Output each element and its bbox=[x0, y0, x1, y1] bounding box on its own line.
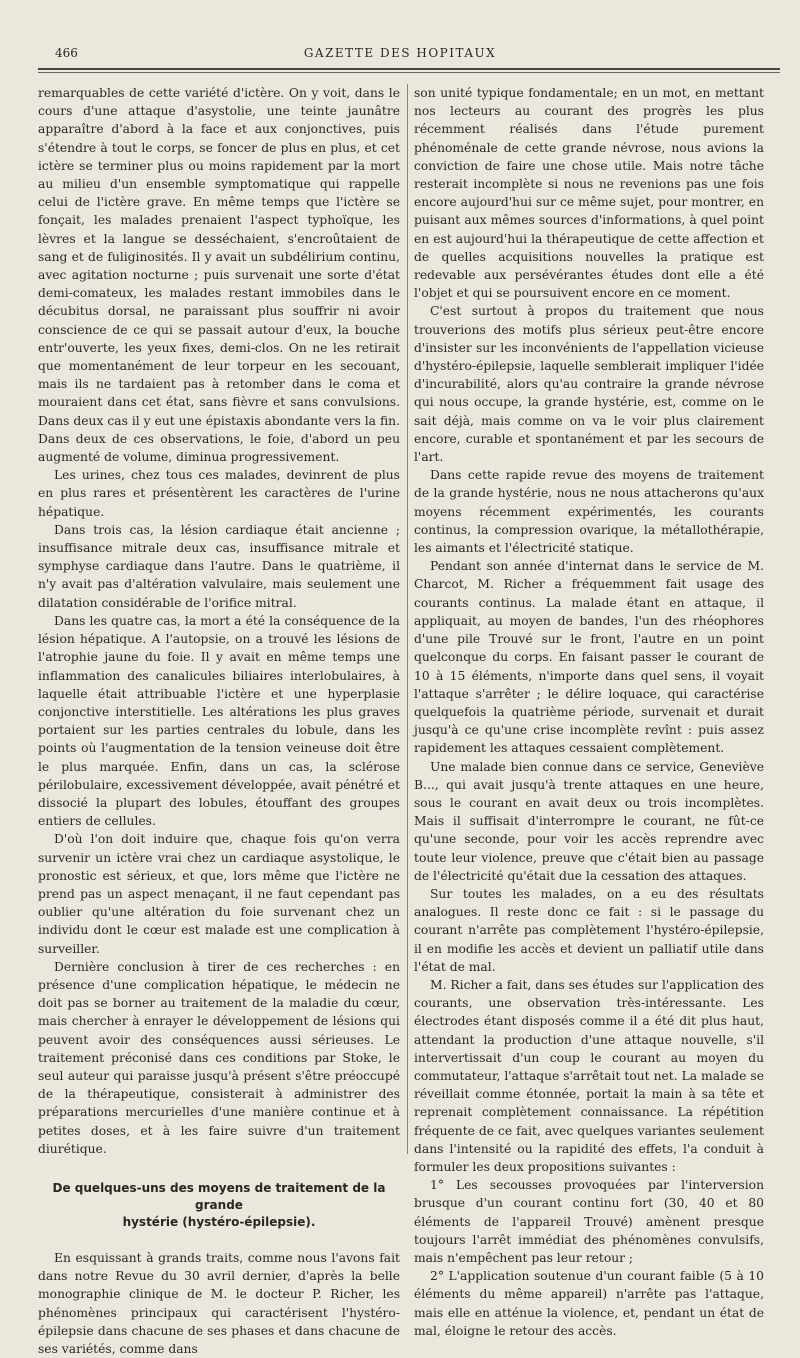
header-rule bbox=[38, 68, 780, 70]
journal-title: GAZETTE DES HOPITAUX bbox=[303, 46, 497, 60]
header-rule-thin bbox=[38, 72, 780, 73]
paragraph: Une malade bien connue dans ce service, Geneviève B..., qui avait jusqu'à trente attaques en une heure, sous le courant en avait deux ou trois incomplètes. Mais il suffisait d'interrompre le courant, ne fût-ce qu'une seconde, pour voir les accès reprendre avec toute leur violence, preuve que c'était bien au passage de l'électricité qu'était due la cessation des attaques. bbox=[414, 759, 764, 883]
paragraph: Les urines, chez tous ces malades, devinrent de plus en plus rares et présentèrent les caractères de l'urine hépatique. bbox=[38, 468, 400, 519]
paragraph: Sur toutes les malades, on a eu des résultats analogues. Il reste donc ce fait : si le passage du courant n'arrête pas complètement l'hystéro-épilepsie, il en modifie les accès et devient un palliatif utile dans l'état de mal. bbox=[414, 886, 764, 974]
paragraph: C'est surtout à propos du traitement que nous trouverions des motifs plus sérieux peut-être encore d'insister sur les inconvénients de l'appellation vicieuse d'hystéro-épilepsie, laquelle semblerait impliquer l'idée d'incurabilité, alors qu'au contraire la grande névrose qui nous occupe, la grande hystérie, est, comme on le sait déjà, mais comme on va le voir plus clairement encore, curable et spontanément et par les secours de l'art. bbox=[414, 304, 764, 465]
section-heading-line1: De quelques-uns des moyens de traitement de la grande bbox=[52, 1180, 386, 1212]
right-column bbox=[414, 84, 764, 1338]
paragraph: 2° L'application soutenue d'un courant faible (5 à 10 éléments du même appareil) n'arrête pas l'attaque, mais elle en atténue la violence, et, pendant un état de mal, éloigne le retour des accès. bbox=[414, 1269, 764, 1338]
paragraph: Dans trois cas, la lésion cardiaque était ancienne ; insuffisance mitrale deux cas, insuffisance mitrale et symphyse cardiaque dans l'autre. Dans le quatrième, il n'y avait pas d'altération valvulaire, mais seulement une dilatation considérable de l'orifice mitral. bbox=[38, 522, 400, 610]
paragraph: M. Richer a fait, dans ses études sur l'application des courants, une observation très-intéressante. Les électrodes étant disposés comme il a été dit plus haut, attendant la production d'une attaque nouvelle, s'il intervertissait d'un coup le courant au moyen du commutateur, l'attaque s'arrêtait tout net. La malade se réveillait comme étonnée, portait la main à sa tête et reprenait complètement connaissance. La répétition fréquente de ce fait, avec quelques variantes seulement dans l'intensité ou la rapidité des effets, l'a conduit à formuler les deux propositions suivantes : bbox=[414, 977, 764, 1174]
section-heading-line2: hystérie (hystéro-épilepsie). bbox=[122, 1214, 316, 1229]
paragraph: D'où l'on doit induire que, chaque fois qu'on verra survenir un ictère vrai chez un cardiaque asystolique, le pronostic est sérieux, et que, lors même que l'ictère ne prend pas un aspect menaçant, il ne faut cependant pas oublier qu'une altération du foie survenant chez un individu dont le cœur est malade est une complication à surveiller. bbox=[38, 832, 400, 956]
paragraph: Dernière conclusion à tirer de ces recherches : en présence d'une complication hépatique, le médecin ne doit pas se borner au traitement de la maladie du cœur, mais chercher à enrayer le développement de lésions qui peuvent avoir des conséquences aussi sérieuses. Le traitement préconisé dans ces conditions par Stoke, le seul auteur qui paraisse jusqu'à présent s'être préoccupé de la thérapeutique, consisterait à administrer des préparations mercurielles d'une manière continue et à petites doses, et à les faire suivre d'un traitement diurétique. bbox=[38, 959, 400, 1156]
column-divider bbox=[407, 84, 408, 1154]
page-header bbox=[20, 40, 780, 68]
section-heading bbox=[38, 1180, 400, 1231]
paragraph: son unité typique fondamentale; en un mot, en mettant nos lecteurs au courant des progrès les plus récemment réalisés dans l'étude purement phénoménale de cette grande névrose, nous avions la conviction de faire une chose utile. Mais notre tâche resterait incomplète si nous ne revenions pas une fois encore aujourd'hui sur ce même sujet, pour montrer, en puisant aux mêmes sources d'informations, à quel point en est aujourd'hui la thérapeutique de cette affection et de quelles acquisitions nouvelles la pratique est redevable aux persévérantes études dont elle a été l'objet et qui se poursuivent encore en ce moment. bbox=[414, 86, 764, 301]
paragraph: En esquissant à grands traits, comme nous l'avons fait dans notre Revue du 30 avril dernier, d'après la belle monographie clinique de M. le docteur P. Richer, les phénomènes principaux qui caractérisent l'hystéro-épilepsie dans chacune de ses phases et dans chacune de ses variétés, comme dans bbox=[38, 1250, 400, 1356]
paragraph: Dans cette rapide revue des moyens de traitement de la grande hystérie, nous ne nous attacherons qu'aux moyens récemment expérimentés, les courants continus, la compression ovarique, la métallothérapie, les aimants et l'électricité statique. bbox=[414, 468, 764, 556]
left-column bbox=[38, 84, 400, 1356]
paragraph: Pendant son année d'internat dans le service de M. Charcot, M. Richer a fréquemment fait usage des courants continus. La malade étant en attaque, il appliquait, au moyen de bandes, l'un des rhéophores d'une pile Trouvé sur le front, l'autre en un point quelconque du corps. En faisant passer le courant de 10 à 15 éléments, n'importe dans quel sens, il voyait l'attaque s'arrêter ; le délire loquace, qui caractérise quelquefois la quatrième période, survenait et durait jusqu'à ce qu'une crise incomplète revînt : puis assez rapidement les attaques cessaient complètement. bbox=[414, 559, 764, 756]
paragraph: remarquables de cette variété d'ictère. On y voit, dans le cours d'une attaque d'asystolie, une teinte jaunâtre apparaître d'abord à la face et aux conjonctives, puis s'étendre à tout le corps, se foncer de plus en plus, et cet ictère se terminer plus ou moins rapidement par la mort au milieu d'un ensemble symptomatique qui rappelle celui de l'ictère grave. En même temps que l'ictère se fonçait, les malades prenaient l'aspect typhoïque, les lèvres et la langue se desséchaient, s'encroûtaient de sang et de fuliginosités. Il y avait un subdélirium continu, avec agitation nocturne ; puis survenait une sorte d'état demi-comateux, les malades restant immobiles dans le décubitus dorsal, ne paraissant plus souffrir ni avoir conscience de ce qui se passait autour d'eux, la bouche entr'ouverte, les yeux fixes, demi-clos. On ne les retirait que momentanément de leur torpeur en les secouant, mais ils ne tardaient pas à retomber dans le coma et mouraient dans cet état, sans fièvre et sans convulsions. Dans deux cas il y eut une épistaxis abondante vers la fin. Dans deux de ces observations, le foie, d'abord un peu augmenté de volume, diminua progressivement. bbox=[38, 86, 400, 465]
page-number: 466 bbox=[55, 46, 78, 60]
paragraph: Dans les quatre cas, la mort a été la conséquence de la lésion hépatique. A l'autopsie, on a trouvé les lésions de l'atrophie jaune du foie. Il y avait en même temps une inflammation des canalicules biliaires interlobulaires, à laquelle était attribuable l'ictère et une hyperplasie conjonctive interstitielle. Les altérations les plus graves portaient sur les parties centrales du lobule, dans les points où l'augmentation de la tension veineuse doit être le plus marquée. Enfin, dans un cas, la sclérose périlobulaire, excessivement développée, avait pénétré et dissocié la plupart des lobules, étouffant des groupes entiers de cellules. bbox=[38, 613, 400, 829]
paragraph: 1° Les secousses provoquées par l'interversion brusque d'un courant continu fort (30, 40 et 80 éléments de l'appareil Trouvé) amènent presque toujours l'arrêt immédiat des phénomènes convulsifs, mais n'empêchent pas leur retour ; bbox=[414, 1178, 764, 1265]
